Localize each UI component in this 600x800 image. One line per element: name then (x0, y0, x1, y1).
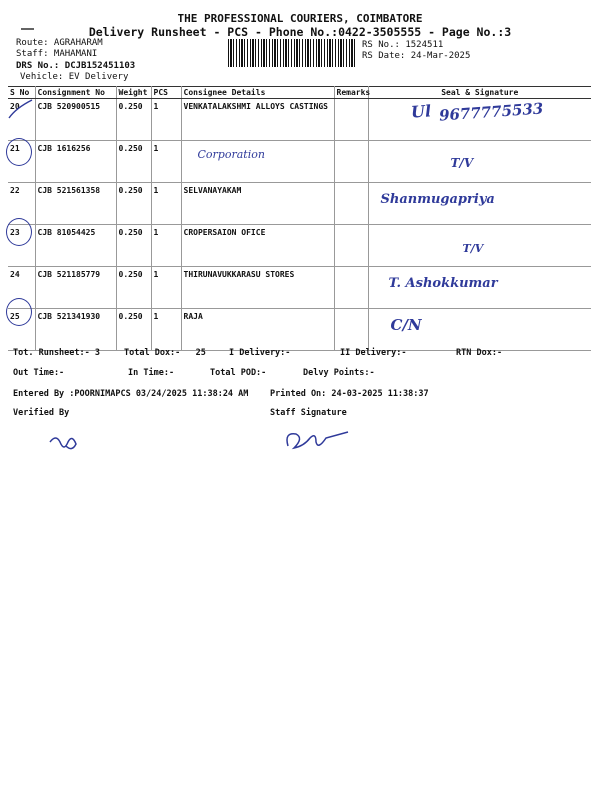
table-row (8, 267, 591, 309)
handwritten-signature: Ul (409, 101, 432, 122)
cell-remarks (334, 267, 368, 309)
barcode (228, 39, 356, 67)
handwritten-signature: T/V (462, 242, 484, 255)
rs-number: RS No.: 1524511 (362, 40, 444, 50)
cell-pcs: 1 (151, 141, 181, 183)
staff-scribble (282, 424, 352, 454)
cell-consignment: CJB 1616256 (35, 141, 116, 183)
cell-consignee: RAJA (181, 309, 334, 351)
cell-weight: 0.250 (116, 99, 151, 141)
cell-consignee: SELVANAYAKAM (181, 183, 334, 225)
cell-signature (368, 141, 591, 183)
col-pcs: PCS (151, 87, 181, 99)
cell-weight: 0.250 (116, 267, 151, 309)
cell-consignment: CJB 520900515 (35, 99, 116, 141)
verified-by: Verified By (13, 408, 70, 418)
cell-signature (368, 99, 591, 141)
col-remarks: Remarks (334, 87, 368, 99)
cell-sno: 22 (8, 183, 35, 225)
cell-consignee: THIRUNAVUKKARASU STORES (181, 267, 334, 309)
tot-runsheet: Tot. Runsheet:- 3 (13, 348, 100, 358)
cell-remarks (334, 183, 368, 225)
col-signature: Seal & Signature (368, 87, 591, 99)
table-row (8, 309, 591, 351)
cell-pcs: 1 (151, 183, 181, 225)
cell-consignment: CJB 521561358 (35, 183, 116, 225)
handwritten-signature: Shanmugapriya (380, 192, 495, 207)
delvy-points: Delvy Points:- (303, 368, 375, 378)
cell-sno: 23 (8, 225, 35, 267)
handwritten-signature: T/V (450, 156, 474, 170)
out-time: Out Time:- (13, 368, 65, 378)
ii-delivery: II Delivery:- (340, 348, 407, 358)
col-consignee: Consignee Details (181, 87, 334, 99)
rs-date: RS Date: 24-Mar-2025 (362, 51, 471, 61)
handwritten-consignee: Corporation (197, 148, 265, 161)
cell-pcs: 1 (151, 225, 181, 267)
verified-scribble (46, 432, 80, 454)
col-consignment: Consignment No (35, 87, 116, 99)
cell-consignment: CJB 81054425 (35, 225, 116, 267)
cell-signature (368, 309, 591, 351)
cell-consignment: CJB 521185779 (35, 267, 116, 309)
cell-sno: 24 (8, 267, 35, 309)
cell-sno: 20 (8, 99, 35, 141)
company-title: THE PROFESSIONAL COURIERS, COIMBATORE (177, 12, 423, 25)
total-pod: Total POD:- (210, 368, 267, 378)
cell-weight: 0.250 (116, 183, 151, 225)
staff-text: Staff: MAHAMANI (16, 49, 98, 59)
cell-signature (368, 225, 591, 267)
route-text: Route: AGRAHARAM (16, 38, 103, 48)
table-header-row (8, 87, 591, 99)
staff-signature: Staff Signature (270, 408, 347, 418)
cell-pcs: 1 (151, 309, 181, 351)
cell-remarks (334, 99, 368, 141)
cell-remarks (334, 309, 368, 351)
rtn-dox: RTN Dox:- (456, 348, 503, 358)
table-row (8, 99, 591, 141)
table-row (8, 183, 591, 225)
cell-weight: 0.250 (116, 141, 151, 183)
handwritten-signature: C/N (390, 316, 422, 334)
cell-sno: 21 (8, 141, 35, 183)
vehicle-text: Vehicle: EV Delivery (20, 72, 129, 82)
table-row (8, 225, 591, 267)
cell-consignee: CROPERSAION OFICE (181, 225, 334, 267)
drs-value: DCJB152451103 (64, 61, 136, 71)
cell-remarks (334, 225, 368, 267)
cell-signature (368, 183, 591, 225)
pen-circle-mark (6, 218, 32, 246)
total-dox: Total Dox:- 25 (124, 348, 206, 358)
cell-consignee (181, 141, 334, 183)
cell-sno: 25 (8, 309, 35, 351)
in-time: In Time:- (128, 368, 175, 378)
runsheet-table (8, 86, 591, 351)
i-delivery: I Delivery:- (229, 348, 291, 358)
table-row (8, 141, 591, 183)
cell-signature (368, 267, 591, 309)
cell-consignee: VENKATALAKSHMI ALLOYS CASTINGS (181, 99, 334, 141)
entered-by: Entered By :POORNIMAPCS 03/24/2025 11:38:24 AM (13, 389, 249, 399)
printed-on: Printed On: 24-03-2025 11:38:37 (270, 389, 429, 399)
runsheet-subtitle: Delivery Runsheet - PCS - Phone No.:0422-3505555 - Page No.:3 (88, 25, 512, 39)
cell-weight: 0.250 (116, 309, 151, 351)
pen-dash-mark (20, 26, 36, 32)
cell-pcs: 1 (151, 267, 181, 309)
pen-check-mark (6, 98, 36, 122)
col-sno: S No (8, 87, 35, 99)
drs-label: DRS No.: (16, 61, 60, 71)
drs-number (16, 61, 135, 71)
cell-consignment: CJB 521341930 (35, 309, 116, 351)
cell-weight: 0.250 (116, 225, 151, 267)
handwritten-phone: 9677775533 (438, 99, 545, 125)
pen-circle-mark (6, 298, 32, 326)
handwritten-signature: T. Ashokkumar (388, 276, 498, 291)
col-weight: Weight (116, 87, 151, 99)
cell-remarks (334, 141, 368, 183)
pen-circle-mark (6, 138, 32, 166)
cell-pcs: 1 (151, 99, 181, 141)
